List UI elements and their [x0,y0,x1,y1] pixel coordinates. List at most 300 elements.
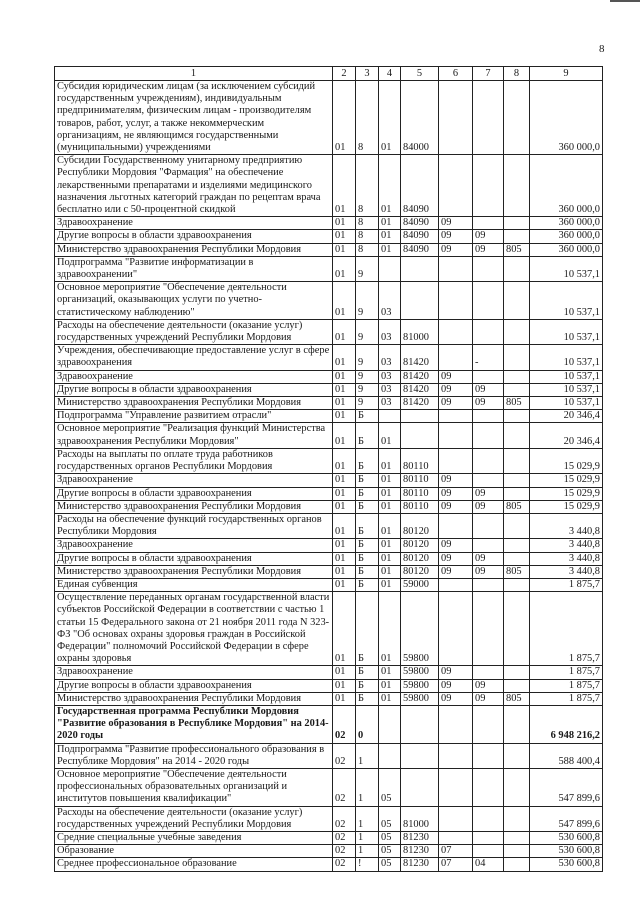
code-subprogram-cell [379,705,401,743]
code-section-cell: 01 [333,282,356,320]
code-direction-cell: 84000 [401,81,439,155]
code-vid-cell [504,858,530,871]
code-direction-cell: 81420 [401,383,439,396]
row-name-cell: Другие вопросы в области здравоохранения [55,679,333,692]
code-podrazdel-cell: 09 [473,487,504,500]
code-podrazdel-cell [473,539,504,552]
table-row [55,370,603,383]
table-row [55,410,603,423]
row-name-cell: Другие вопросы в области здравоохранения [55,230,333,243]
code-program-cell: Б [356,592,379,666]
table-row [55,383,603,396]
amount-cell: 15 029,9 [530,487,603,500]
code-direction-cell: 84090 [401,243,439,256]
table-row [55,806,603,831]
code-podrazdel-cell [473,666,504,679]
row-name-cell: Единая субвенция [55,578,333,591]
code-podrazdel-cell: 04 [473,858,504,871]
code-podrazdel-cell: 09 [473,552,504,565]
code-podrazdel-cell [473,423,504,448]
code-subprogram-cell: 01 [379,474,401,487]
code-section-cell: 01 [333,500,356,513]
code-section-cell: 01 [333,397,356,410]
code-program-cell: 9 [356,319,379,344]
code-podrazdel-cell [473,768,504,806]
code-section-cell: 01 [333,217,356,230]
code-podrazdel-cell [473,319,504,344]
code-program-cell: Б [356,578,379,591]
budget-table [54,66,603,872]
code-direction-cell [401,423,439,448]
row-name-cell: Государственная программа Республики Мордовия "Развитие образования в Республике Мордовия" на 2014-2020 годы [55,705,333,743]
table-row [55,552,603,565]
code-vid-cell [504,256,530,281]
code-razdel-cell: 07 [439,858,473,871]
code-razdel-cell: 09 [439,243,473,256]
code-podrazdel-cell [473,155,504,217]
table-row [55,592,603,666]
table-row [55,474,603,487]
table-row [55,858,603,871]
amount-cell: 3 440,8 [530,552,603,565]
code-subprogram-cell: 01 [379,578,401,591]
col-header-2: 2 [333,67,356,81]
code-direction-cell: 80120 [401,539,439,552]
code-subprogram-cell: 03 [379,282,401,320]
row-name-cell: Министерство здравоохранения Республики Мордовия [55,500,333,513]
code-program-cell: Б [356,539,379,552]
table-row [55,679,603,692]
code-section-cell: 01 [333,487,356,500]
code-section-cell: 01 [333,565,356,578]
code-program-cell: 8 [356,155,379,217]
code-razdel-cell: 09 [439,679,473,692]
code-program-cell: 9 [356,256,379,281]
code-vid-cell [504,319,530,344]
code-section-cell: 02 [333,831,356,844]
code-subprogram-cell: 01 [379,155,401,217]
col-header-8: 8 [504,67,530,81]
scan-corner-mark [610,0,640,5]
code-direction-cell [401,768,439,806]
amount-cell: 530 600,8 [530,845,603,858]
code-direction-cell: 84090 [401,155,439,217]
code-subprogram-cell: 01 [379,230,401,243]
col-header-5: 5 [401,67,439,81]
code-subprogram-cell: 01 [379,592,401,666]
code-subprogram-cell: 05 [379,806,401,831]
code-razdel-cell [439,410,473,423]
code-program-cell: 1 [356,831,379,844]
code-vid-cell [504,423,530,448]
code-program-cell: 1 [356,806,379,831]
table-row [55,487,603,500]
header-row [55,67,603,81]
code-section-cell: 02 [333,858,356,871]
code-razdel-cell: 09 [439,474,473,487]
amount-cell: 360 000,0 [530,230,603,243]
table-row [55,397,603,410]
code-program-cell: Б [356,448,379,473]
code-section-cell: 01 [333,319,356,344]
row-name-cell: Расходы на обеспечение функций государственных органов Республики Мордовия [55,513,333,538]
table-body [55,81,603,872]
code-direction-cell: 81000 [401,319,439,344]
table-row [55,565,603,578]
amount-cell: 20 346,4 [530,410,603,423]
code-vid-cell [504,345,530,370]
code-subprogram-cell: 01 [379,81,401,155]
code-direction-cell: 59800 [401,692,439,705]
code-razdel-cell [439,282,473,320]
code-vid-cell [504,383,530,396]
code-section-cell: 01 [333,692,356,705]
code-vid-cell [504,217,530,230]
code-razdel-cell: 07 [439,845,473,858]
table-row [55,448,603,473]
code-vid-cell [504,592,530,666]
code-section-cell: 01 [333,448,356,473]
code-section-cell: 01 [333,410,356,423]
table-row [55,345,603,370]
code-section-cell: 01 [333,513,356,538]
code-podrazdel-cell [473,705,504,743]
amount-cell: 3 440,8 [530,539,603,552]
amount-cell: 360 000,0 [530,81,603,155]
code-program-cell: Б [356,474,379,487]
code-razdel-cell: 09 [439,487,473,500]
code-program-cell: 8 [356,81,379,155]
code-program-cell: 9 [356,383,379,396]
code-vid-cell [504,552,530,565]
code-direction-cell: 81230 [401,845,439,858]
row-name-cell: Подпрограмма "Управление развитием отрасли" [55,410,333,423]
code-direction-cell: 59800 [401,679,439,692]
code-vid-cell [504,370,530,383]
amount-cell: 530 600,8 [530,831,603,844]
amount-cell: 3 440,8 [530,513,603,538]
code-direction-cell [401,410,439,423]
code-section-cell: 01 [333,539,356,552]
code-direction-cell: 59800 [401,666,439,679]
code-razdel-cell [439,423,473,448]
amount-cell: 360 000,0 [530,243,603,256]
col-header-4: 4 [379,67,401,81]
code-program-cell: 1 [356,845,379,858]
code-direction-cell [401,705,439,743]
code-podrazdel-cell: - [473,345,504,370]
code-program-cell: Б [356,679,379,692]
code-subprogram-cell [379,410,401,423]
table-row [55,705,603,743]
code-vid-cell [504,282,530,320]
code-program-cell: 9 [356,370,379,383]
code-program-cell: 9 [356,282,379,320]
code-direction-cell: 81420 [401,370,439,383]
code-subprogram-cell [379,256,401,281]
row-name-cell: Здравоохранение [55,539,333,552]
code-direction-cell: 80110 [401,448,439,473]
code-razdel-cell [439,319,473,344]
amount-cell: 6 948 216,2 [530,705,603,743]
code-razdel-cell [439,345,473,370]
table-row [55,692,603,705]
code-section-cell: 02 [333,768,356,806]
amount-cell: 10 537,1 [530,319,603,344]
code-direction-cell [401,743,439,768]
code-section-cell: 01 [333,383,356,396]
code-subprogram-cell: 03 [379,370,401,383]
code-podrazdel-cell [473,845,504,858]
code-subprogram-cell: 01 [379,423,401,448]
code-razdel-cell: 09 [439,500,473,513]
code-direction-cell: 81420 [401,345,439,370]
amount-cell: 15 029,9 [530,500,603,513]
table-row [55,539,603,552]
code-vid-cell [504,831,530,844]
code-razdel-cell [439,155,473,217]
code-vid-cell [504,487,530,500]
code-section-cell: 01 [333,345,356,370]
code-razdel-cell: 09 [439,692,473,705]
row-name-cell: Образование [55,845,333,858]
row-name-cell: Здравоохранение [55,370,333,383]
code-program-cell: ! [356,858,379,871]
code-section-cell: 01 [333,474,356,487]
code-vid-cell [504,578,530,591]
table-row [55,282,603,320]
code-direction-cell: 81000 [401,806,439,831]
code-podrazdel-cell [473,592,504,666]
code-subprogram-cell: 01 [379,539,401,552]
table-row [55,666,603,679]
code-subprogram-cell: 01 [379,666,401,679]
code-subprogram-cell: 01 [379,448,401,473]
code-razdel-cell [439,578,473,591]
code-razdel-cell [439,831,473,844]
table-row [55,319,603,344]
code-vid-cell [504,81,530,155]
row-name-cell: Расходы на выплаты по оплате труда работников государственных органов Республики Мордовия [55,448,333,473]
code-section-cell: 01 [333,370,356,383]
code-section-cell: 01 [333,666,356,679]
code-direction-cell [401,282,439,320]
table-row [55,256,603,281]
code-podrazdel-cell [473,410,504,423]
code-program-cell: Б [356,666,379,679]
amount-cell: 10 537,1 [530,397,603,410]
code-direction-cell: 81230 [401,831,439,844]
code-vid-cell [504,230,530,243]
amount-cell: 530 600,8 [530,858,603,871]
code-direction-cell: 80120 [401,513,439,538]
row-name-cell: Осуществление переданных органам государственной власти субъектов Российской Федерации в соответствии с частью 1 статьи 15 Федерального закона от 21 ноября 2011 года N 323-ФЗ "Об основах охраны здоровья граждан в Российской Федерации" полномочий Российской Федерации в сфере охраны здоровья [55,592,333,666]
row-name-cell: Министерство здравоохранения Республики Мордовия [55,243,333,256]
code-program-cell: Б [356,565,379,578]
code-podrazdel-cell [473,81,504,155]
code-vid-cell [504,666,530,679]
code-vid-cell: 805 [504,500,530,513]
row-name-cell: Основное мероприятие "Реализация функций Министерства здравоохранения Республики Мордовия" [55,423,333,448]
code-razdel-cell [439,81,473,155]
table-row [55,845,603,858]
code-podrazdel-cell: 09 [473,243,504,256]
code-podrazdel-cell [473,474,504,487]
table-row [55,217,603,230]
code-program-cell: Б [356,513,379,538]
code-podrazdel-cell [473,370,504,383]
amount-cell: 1 875,7 [530,679,603,692]
code-razdel-cell [439,448,473,473]
code-subprogram-cell: 05 [379,845,401,858]
table-row [55,768,603,806]
row-name-cell: Основное мероприятие "Обеспечение деятельности профессиональных образовательных организаций и институтов повышения квалификации" [55,768,333,806]
table-row [55,578,603,591]
code-subprogram-cell [379,743,401,768]
row-name-cell: Субсидии Государственному унитарному предприятию Республики Мордовия "Фармация" на обеспечение лекарственными препаратами и изделиями медицинского назначения льготных категорий граждан по рецептам врача бесплатно или с 50-процентной скидкой [55,155,333,217]
code-program-cell: 9 [356,345,379,370]
amount-cell: 10 537,1 [530,370,603,383]
amount-cell: 10 537,1 [530,383,603,396]
code-program-cell: Б [356,692,379,705]
code-subprogram-cell: 01 [379,217,401,230]
table-row [55,423,603,448]
code-program-cell: Б [356,552,379,565]
code-direction-cell: 81230 [401,858,439,871]
amount-cell: 547 899,6 [530,768,603,806]
code-program-cell: 1 [356,743,379,768]
code-direction-cell: 80110 [401,487,439,500]
code-subprogram-cell: 01 [379,565,401,578]
code-podrazdel-cell [473,578,504,591]
code-vid-cell: 805 [504,397,530,410]
code-program-cell: 8 [356,217,379,230]
row-name-cell: Расходы на обеспечение деятельности (оказание услуг) государственных учреждений Республики Мордовия [55,319,333,344]
amount-cell: 15 029,9 [530,448,603,473]
row-name-cell: Министерство здравоохранения Республики Мордовия [55,565,333,578]
code-direction-cell: 81420 [401,397,439,410]
row-name-cell: Расходы на обеспечение деятельности (оказание услуг) государственных учреждений Республики Мордовия [55,806,333,831]
code-vid-cell [504,845,530,858]
row-name-cell: Здравоохранение [55,474,333,487]
code-vid-cell [504,705,530,743]
code-vid-cell [504,679,530,692]
code-direction-cell: 80110 [401,474,439,487]
row-name-cell: Другие вопросы в области здравоохранения [55,552,333,565]
table-row [55,831,603,844]
row-name-cell: Здравоохранение [55,666,333,679]
code-section-cell: 01 [333,155,356,217]
col-header-7: 7 [473,67,504,81]
code-program-cell: Б [356,423,379,448]
code-vid-cell: 805 [504,243,530,256]
code-razdel-cell [439,743,473,768]
code-vid-cell: 805 [504,692,530,705]
amount-cell: 1 875,7 [530,666,603,679]
table-row [55,500,603,513]
code-section-cell: 01 [333,81,356,155]
code-section-cell: 01 [333,679,356,692]
row-name-cell: Среднее профессиональное образование [55,858,333,871]
code-section-cell: 02 [333,705,356,743]
code-subprogram-cell: 01 [379,679,401,692]
code-vid-cell [504,513,530,538]
row-name-cell: Министерство здравоохранения Республики Мордовия [55,397,333,410]
code-vid-cell [504,539,530,552]
amount-cell: 10 537,1 [530,256,603,281]
code-program-cell: 8 [356,230,379,243]
code-razdel-cell: 09 [439,397,473,410]
code-podrazdel-cell: 09 [473,692,504,705]
page-number: 8 [599,43,605,55]
code-program-cell: Б [356,410,379,423]
code-section-cell: 01 [333,230,356,243]
code-section-cell: 01 [333,256,356,281]
code-vid-cell: 805 [504,565,530,578]
code-razdel-cell: 09 [439,217,473,230]
code-direction-cell: 80110 [401,500,439,513]
code-direction-cell: 84090 [401,230,439,243]
code-vid-cell [504,474,530,487]
code-section-cell: 02 [333,743,356,768]
code-section-cell: 01 [333,578,356,591]
code-podrazdel-cell [473,831,504,844]
table-row [55,513,603,538]
code-subprogram-cell: 05 [379,858,401,871]
code-direction-cell: 59800 [401,592,439,666]
code-section-cell: 01 [333,243,356,256]
row-name-cell: Здравоохранение [55,217,333,230]
amount-cell: 10 537,1 [530,282,603,320]
code-razdel-cell [439,705,473,743]
code-vid-cell [504,743,530,768]
code-direction-cell [401,256,439,281]
amount-cell: 10 537,1 [530,345,603,370]
row-name-cell: Министерство здравоохранения Республики Мордовия [55,692,333,705]
code-razdel-cell [439,256,473,281]
row-name-cell: Подпрограмма "Развитие информатизации в здравоохранении" [55,256,333,281]
code-program-cell: Б [356,487,379,500]
code-razdel-cell: 09 [439,383,473,396]
amount-cell: 3 440,8 [530,565,603,578]
amount-cell: 360 000,0 [530,155,603,217]
code-razdel-cell: 09 [439,565,473,578]
code-subprogram-cell: 03 [379,397,401,410]
code-vid-cell [504,155,530,217]
code-razdel-cell: 09 [439,666,473,679]
code-podrazdel-cell: 09 [473,565,504,578]
row-name-cell: Подпрограмма "Развитие профессионального образования в Республике Мордовия" на 2014 - 2020 годы [55,743,333,768]
code-direction-cell: 80120 [401,565,439,578]
code-razdel-cell: 09 [439,552,473,565]
table-row [55,243,603,256]
col-header-6: 6 [439,67,473,81]
amount-cell: 547 899,6 [530,806,603,831]
code-section-cell: 02 [333,806,356,831]
code-program-cell: 8 [356,243,379,256]
code-subprogram-cell: 03 [379,345,401,370]
code-subprogram-cell: 01 [379,500,401,513]
code-razdel-cell [439,592,473,666]
code-subprogram-cell: 01 [379,513,401,538]
code-podrazdel-cell [473,217,504,230]
code-podrazdel-cell [473,282,504,320]
code-subprogram-cell: 01 [379,552,401,565]
amount-cell: 1 875,7 [530,578,603,591]
code-section-cell: 02 [333,845,356,858]
row-name-cell: Субсидия юридическим лицам (за исключением субсидий государственным учреждениям), индивидуальным предпринимателям, физическим лицам - производителям товаров, работ, услуг, а также некоммерческим организациям, не являющимся государственными (муниципальными) учреждениями [55,81,333,155]
table-row [55,743,603,768]
